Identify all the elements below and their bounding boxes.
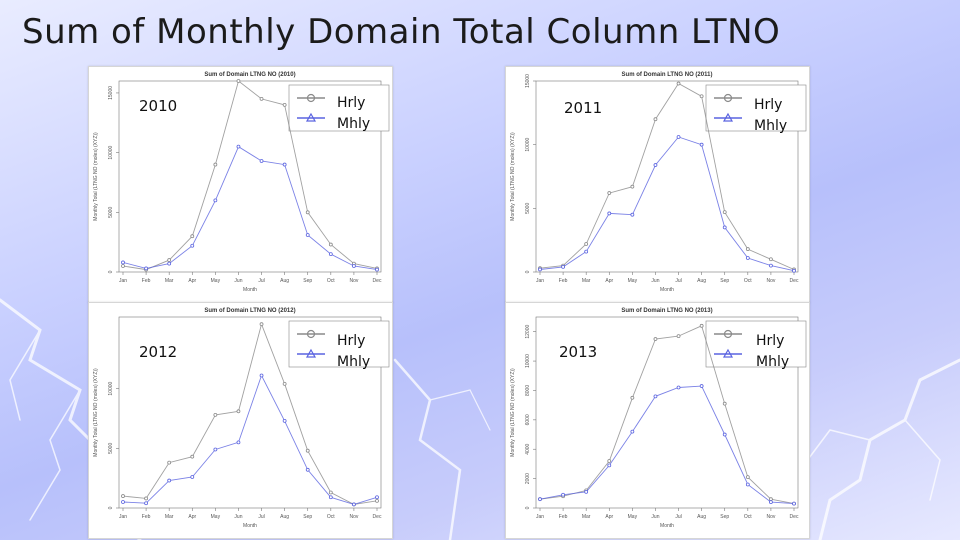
x-tick-label: Dec <box>789 278 799 284</box>
data-point-hrly <box>306 211 309 214</box>
x-tick-label: Feb <box>558 514 568 520</box>
y-axis-label: Monthly Total (LTNG NO (moles) (XYZ)) <box>93 132 99 221</box>
x-tick-label: Apr <box>188 278 197 284</box>
data-point-mhly <box>700 143 703 146</box>
data-point-hrly <box>723 402 726 405</box>
x-tick-label: Apr <box>605 278 614 284</box>
chart-title: Sum of Domain LTNG NO (2013) <box>621 308 713 314</box>
data-point-mhly <box>654 395 657 398</box>
x-tick-label: Sep <box>720 514 730 520</box>
data-point-mhly <box>352 503 355 506</box>
x-tick-label: Nov <box>766 278 776 284</box>
legend-label-hrly: Hrly <box>337 333 366 349</box>
y-tick-label: 6000 <box>525 414 531 426</box>
data-point-hrly <box>168 259 171 262</box>
x-tick-label: Jun <box>234 514 243 520</box>
data-point-hrly <box>631 396 634 399</box>
x-tick-label: Nov <box>349 278 359 284</box>
year-label-2013: 2013 <box>559 343 598 361</box>
x-tick-label: Jul <box>675 278 682 284</box>
x-tick-label: Mar <box>164 514 174 520</box>
data-point-hrly <box>376 499 379 502</box>
x-tick-label: Oct <box>326 278 335 284</box>
data-point-hrly <box>654 118 657 121</box>
data-point-mhly <box>306 468 309 471</box>
data-point-hrly <box>329 491 332 494</box>
y-axis-label: Monthly Total (LTNG NO (moles) (XYZ)) <box>510 132 516 221</box>
data-point-mhly <box>237 441 240 444</box>
legend-labels-2010 <box>337 93 370 135</box>
y-tick-label: 4000 <box>525 443 531 455</box>
data-point-mhly <box>145 267 148 270</box>
x-tick-label: Aug <box>697 278 707 284</box>
y-axis-label: Monthly Total (LTNG NO (moles) (XYZ)) <box>93 368 99 457</box>
data-point-mhly <box>677 136 680 139</box>
y-tick-label: 10000 <box>108 145 114 160</box>
legend-labels-2012 <box>337 331 370 373</box>
data-point-hrly <box>214 413 217 416</box>
data-point-hrly <box>677 335 680 338</box>
chart-title: Sum of Domain LTNG NO (2012) <box>204 308 296 314</box>
series-line-mhly <box>123 376 377 505</box>
x-tick-label: Aug <box>697 514 707 520</box>
data-point-mhly <box>168 262 171 265</box>
y-axis-label: Monthly Total (LTNG NO (moles) (XYZ)) <box>510 368 516 457</box>
data-point-hrly <box>214 163 217 166</box>
data-point-mhly <box>746 483 749 486</box>
data-point-mhly <box>631 430 634 433</box>
data-point-hrly <box>260 97 263 100</box>
legend-label-mhly: Mhly <box>756 354 790 370</box>
chart-title: Sum of Domain LTNG NO (2010) <box>204 72 296 78</box>
x-tick-label: Mar <box>581 278 591 284</box>
x-tick-label: Dec <box>372 514 382 520</box>
y-tick-label: 10000 <box>525 137 531 152</box>
x-tick-label: Sep <box>720 278 730 284</box>
x-tick-label: Dec <box>372 278 382 284</box>
y-tick-label: 0 <box>108 506 114 510</box>
legend-label-hrly: Hrly <box>754 97 783 113</box>
x-tick-label: Feb <box>141 278 151 284</box>
data-point-mhly <box>746 256 749 259</box>
data-point-hrly <box>769 258 772 261</box>
data-point-mhly <box>283 163 286 166</box>
data-point-hrly <box>329 243 332 246</box>
data-point-mhly <box>168 479 171 482</box>
legend-label-hrly: Hrly <box>337 95 366 111</box>
legend-label-mhly: Mhly <box>337 354 371 370</box>
y-tick-label: 5000 <box>108 206 114 218</box>
data-point-mhly <box>793 502 796 505</box>
data-point-hrly <box>306 449 309 452</box>
data-point-mhly <box>214 199 217 202</box>
data-point-hrly <box>723 211 726 214</box>
y-tick-label: 0 <box>525 506 531 510</box>
series-line-mhly <box>540 137 794 271</box>
data-point-mhly <box>769 501 772 504</box>
data-point-mhly <box>677 386 680 389</box>
x-tick-label: May <box>627 514 638 520</box>
data-point-mhly <box>122 501 125 504</box>
data-point-hrly <box>122 495 125 498</box>
data-point-hrly <box>283 382 286 385</box>
data-point-hrly <box>746 248 749 251</box>
data-point-mhly <box>700 385 703 388</box>
data-point-hrly <box>585 242 588 245</box>
data-point-hrly <box>191 455 194 458</box>
x-tick-label: Sep <box>303 278 313 284</box>
data-point-mhly <box>723 433 726 436</box>
y-tick-label: 5000 <box>525 202 531 214</box>
data-point-hrly <box>283 103 286 106</box>
x-tick-label: Apr <box>605 514 614 520</box>
data-point-hrly <box>608 459 611 462</box>
x-tick-label: Jan <box>535 514 545 520</box>
x-tick-label: Nov <box>766 514 776 520</box>
x-axis-label: Month <box>660 523 674 529</box>
legend-label-mhly: Mhly <box>754 118 788 134</box>
data-point-hrly <box>237 80 240 83</box>
chart-panel-2012 <box>88 302 393 539</box>
data-point-hrly <box>237 410 240 413</box>
x-axis-label: Month <box>243 287 257 293</box>
data-point-mhly <box>608 464 611 467</box>
data-point-mhly <box>723 226 726 229</box>
data-point-mhly <box>769 264 772 267</box>
data-point-mhly <box>306 233 309 236</box>
x-tick-label: Jun <box>234 278 243 284</box>
data-point-mhly <box>145 502 148 505</box>
x-tick-label: Jan <box>118 278 128 284</box>
data-point-hrly <box>700 324 703 327</box>
y-tick-label: 10000 <box>108 381 114 396</box>
data-point-mhly <box>329 496 332 499</box>
x-tick-label: Jan <box>118 514 128 520</box>
x-tick-label: Nov <box>349 514 359 520</box>
data-point-mhly <box>562 265 565 268</box>
x-tick-label: Jul <box>258 278 265 284</box>
data-point-hrly <box>168 461 171 464</box>
y-tick-label: 8000 <box>525 384 531 397</box>
data-point-hrly <box>122 265 125 268</box>
data-point-hrly <box>677 82 680 85</box>
x-tick-label: Jun <box>651 278 660 284</box>
data-point-mhly <box>654 164 657 167</box>
data-point-hrly <box>631 185 634 188</box>
x-tick-label: Jul <box>258 514 265 520</box>
x-tick-label: Mar <box>581 514 591 520</box>
y-tick-label: 15000 <box>525 74 531 88</box>
data-point-mhly <box>352 265 355 268</box>
data-point-mhly <box>562 493 565 496</box>
data-point-hrly <box>145 497 148 500</box>
legend-label-hrly: Hrly <box>756 333 785 349</box>
y-tick-label: 12000 <box>525 324 531 339</box>
y-tick-label: 0 <box>108 270 114 274</box>
y-tick-label: 15000 <box>108 85 114 100</box>
data-point-mhly <box>260 159 263 162</box>
x-tick-label: Apr <box>188 514 197 520</box>
x-tick-label: May <box>627 278 638 284</box>
data-point-hrly <box>700 95 703 98</box>
data-point-mhly <box>585 490 588 493</box>
x-tick-label: May <box>210 514 221 520</box>
year-label-2010: 2010 <box>139 97 178 115</box>
data-point-mhly <box>283 419 286 422</box>
data-point-hrly <box>260 323 263 326</box>
x-tick-label: Oct <box>326 514 335 520</box>
data-point-mhly <box>585 250 588 253</box>
data-point-mhly <box>539 268 542 271</box>
data-point-mhly <box>191 244 194 247</box>
x-axis-label: Month <box>660 287 674 293</box>
year-label-2012: 2012 <box>139 343 178 361</box>
legend-labels-2013 <box>756 331 789 373</box>
chart-title: Sum of Domain LTNG NO (2011) <box>621 72 713 78</box>
x-tick-label: Sep <box>303 514 313 520</box>
data-point-hrly <box>191 235 194 238</box>
x-tick-label: Aug <box>280 278 290 284</box>
x-axis-label: Month <box>243 523 257 529</box>
data-point-mhly <box>376 268 379 271</box>
chart-panel-2013 <box>505 302 810 539</box>
y-tick-label: 10000 <box>525 354 531 369</box>
data-point-mhly <box>191 475 194 478</box>
data-point-mhly <box>793 269 796 272</box>
x-tick-label: Jul <box>675 514 682 520</box>
chart-panel-2011 <box>505 66 810 303</box>
data-point-hrly <box>654 338 657 341</box>
data-point-mhly <box>214 448 217 451</box>
slide-title: Sum of Monthly Domain Total Column LTNO <box>22 12 781 52</box>
data-point-mhly <box>608 212 611 215</box>
data-point-mhly <box>539 498 542 501</box>
data-point-hrly <box>608 192 611 195</box>
x-tick-label: May <box>210 278 221 284</box>
series-line-mhly <box>540 386 794 504</box>
legend-label-mhly: Mhly <box>337 116 371 132</box>
x-tick-label: Feb <box>558 278 568 284</box>
x-tick-label: Jan <box>535 278 545 284</box>
data-point-mhly <box>237 145 240 148</box>
data-point-hrly <box>746 476 749 479</box>
data-point-mhly <box>329 253 332 256</box>
x-tick-label: Dec <box>789 514 799 520</box>
y-tick-label: 5000 <box>108 442 114 454</box>
legend-labels-2011 <box>754 95 787 137</box>
y-tick-label: 2000 <box>525 473 531 485</box>
data-point-mhly <box>122 261 125 264</box>
x-tick-label: Aug <box>280 514 290 520</box>
x-tick-label: Oct <box>743 514 752 520</box>
y-tick-label: 0 <box>525 270 531 274</box>
x-tick-label: Mar <box>164 278 174 284</box>
x-tick-label: Jun <box>651 514 660 520</box>
x-tick-label: Oct <box>743 278 752 284</box>
data-point-mhly <box>376 496 379 499</box>
x-tick-label: Feb <box>141 514 151 520</box>
year-label-2011: 2011 <box>564 99 603 117</box>
data-point-mhly <box>631 213 634 216</box>
chart-panel-2010 <box>88 66 393 303</box>
data-point-mhly <box>260 374 263 377</box>
